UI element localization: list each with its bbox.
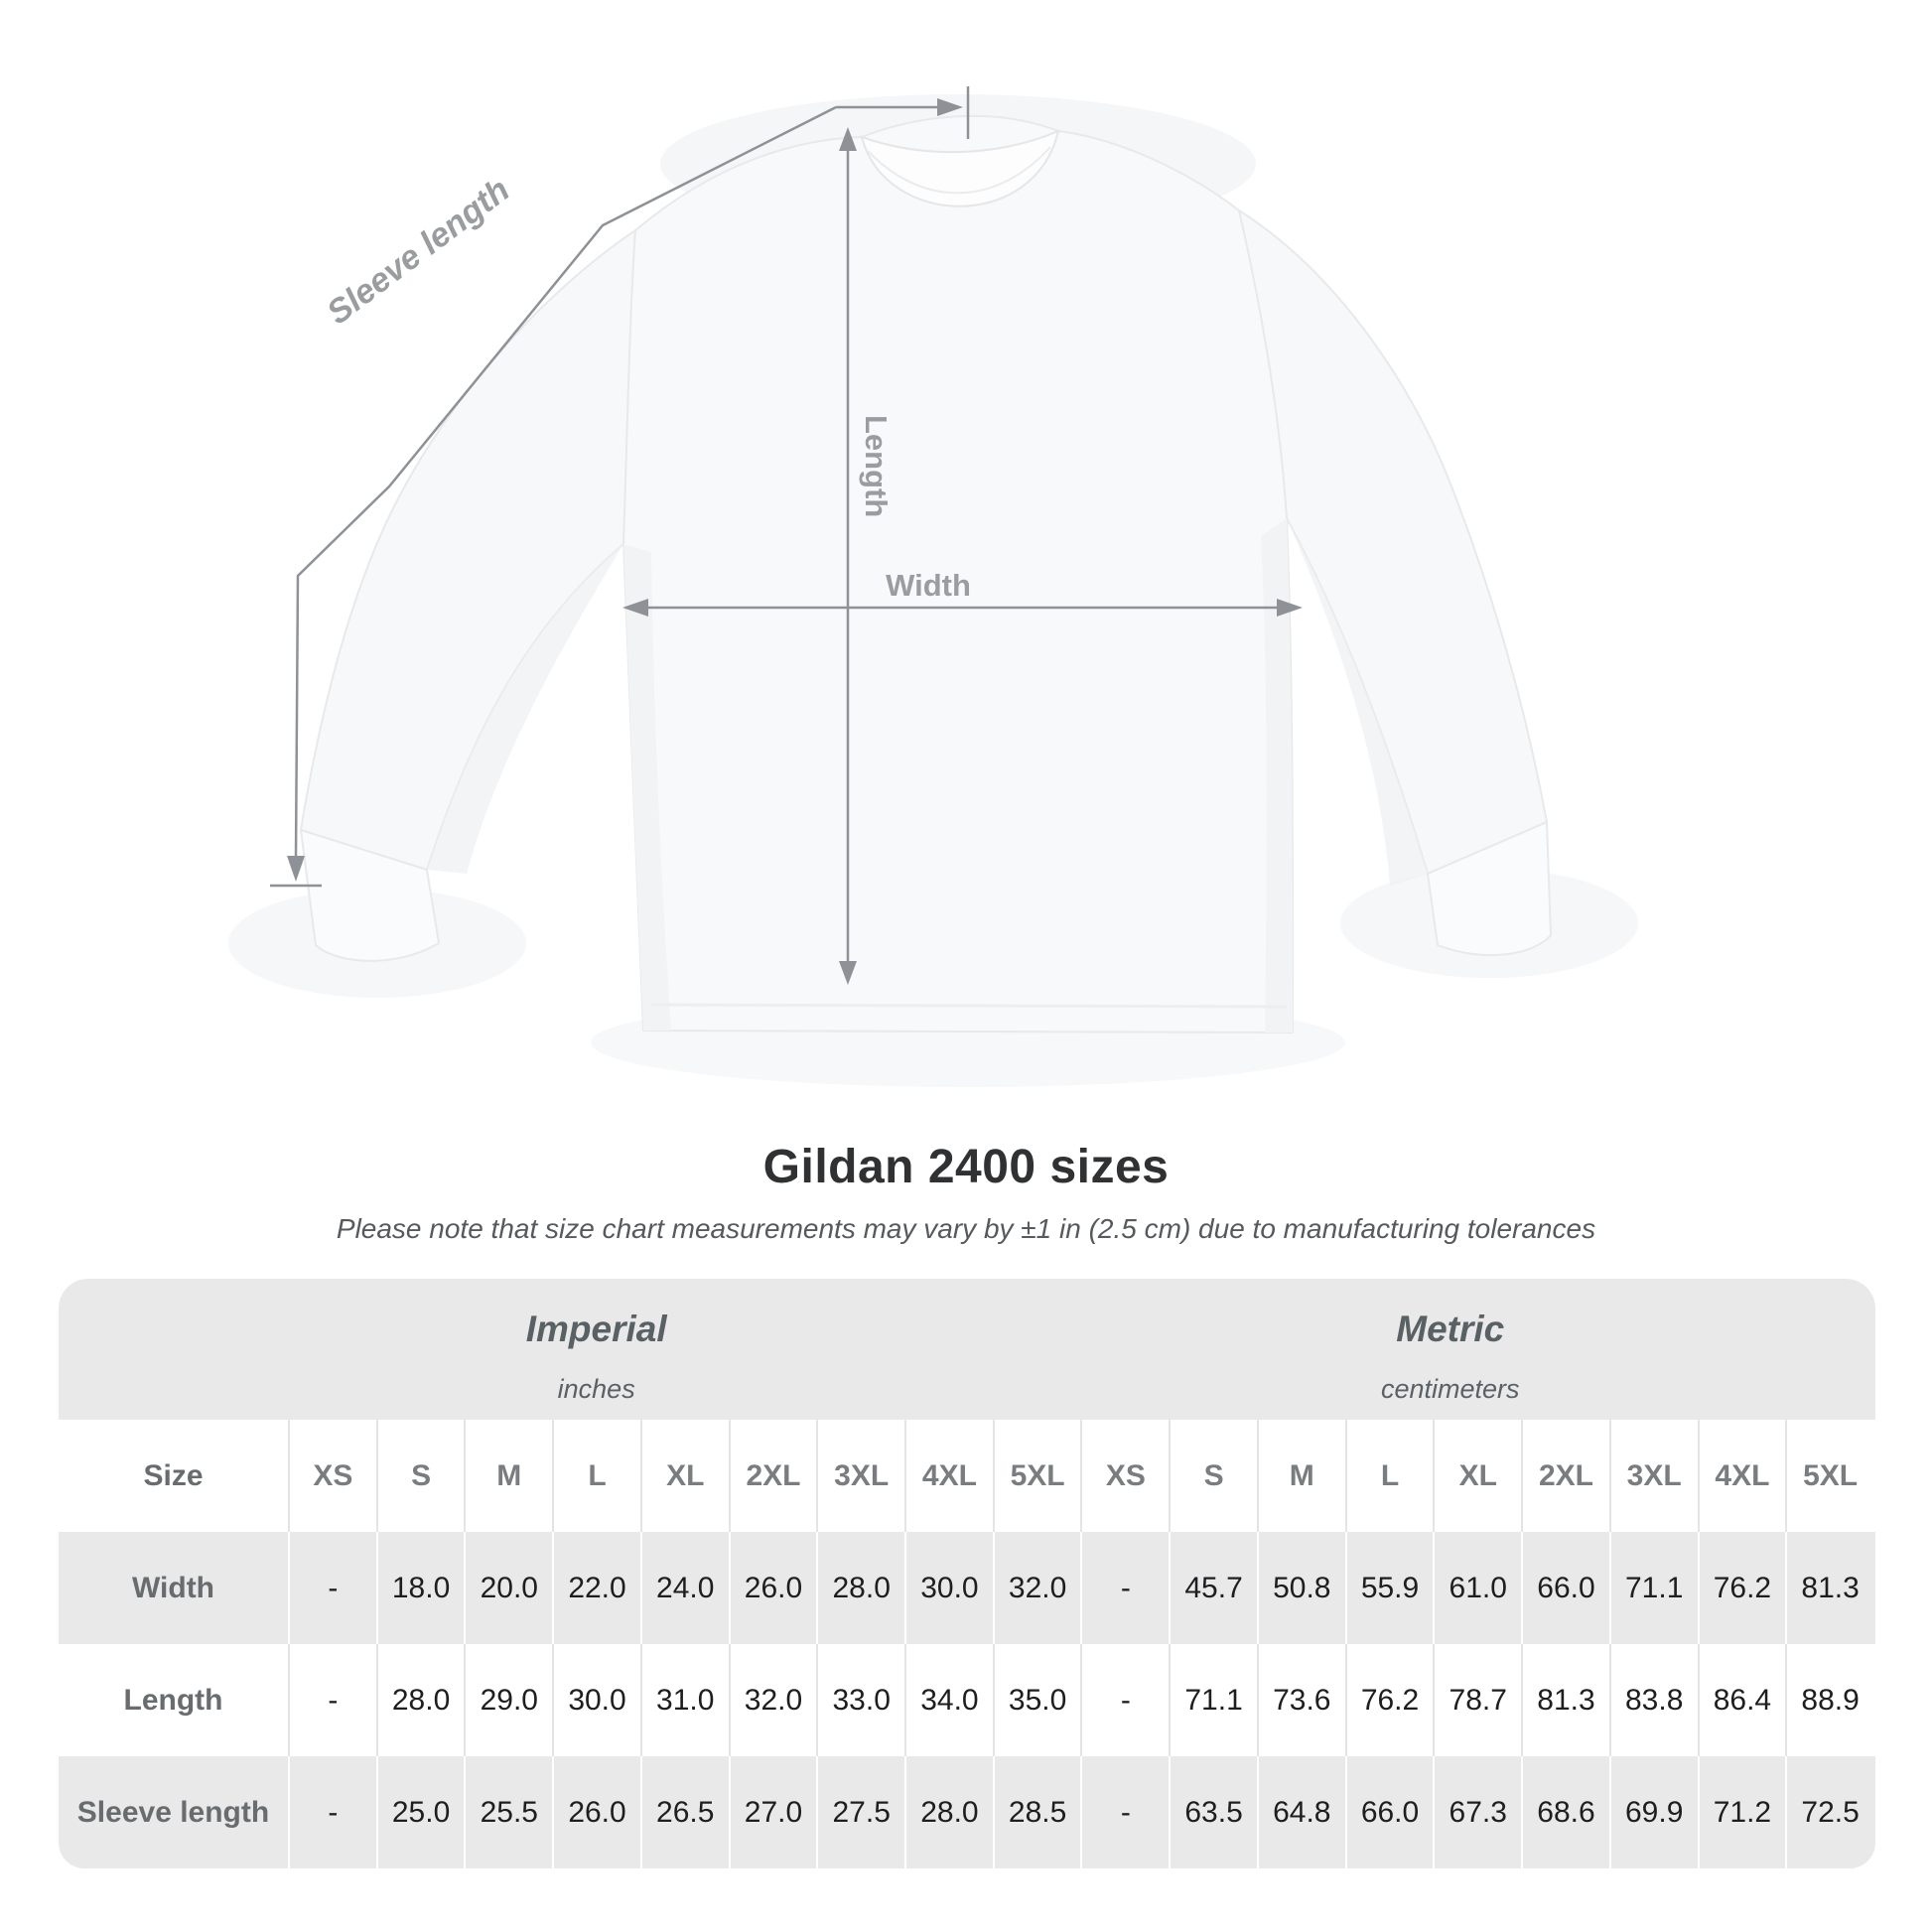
measurement-cell-metric: - bbox=[1082, 1532, 1171, 1644]
row-label: Length bbox=[59, 1644, 290, 1756]
measurement-cell-metric: 66.0 bbox=[1523, 1532, 1611, 1644]
measurement-cell-metric: 78.7 bbox=[1435, 1644, 1523, 1756]
measurement-cell-imperial: 26.0 bbox=[554, 1756, 642, 1868]
measurement-cell-metric: 81.3 bbox=[1523, 1644, 1611, 1756]
measurement-cell-imperial: 22.0 bbox=[554, 1532, 642, 1644]
measurement-cell-metric: 61.0 bbox=[1435, 1532, 1523, 1644]
measurement-cell-metric: 45.7 bbox=[1171, 1532, 1259, 1644]
measurement-cell-imperial: 28.5 bbox=[995, 1756, 1083, 1868]
row-label: Width bbox=[59, 1532, 290, 1644]
measurement-cell-imperial: 25.5 bbox=[466, 1756, 554, 1868]
imperial-section-header bbox=[233, 1279, 960, 1420]
metric-section-header bbox=[1087, 1279, 1814, 1420]
measurement-cell-imperial: 29.0 bbox=[466, 1644, 554, 1756]
measurement-cell-imperial: 24.0 bbox=[642, 1532, 731, 1644]
measurement-cell-imperial: 20.0 bbox=[466, 1532, 554, 1644]
measurement-cell-metric: - bbox=[1082, 1644, 1171, 1756]
measurement-cell-imperial: 30.0 bbox=[906, 1532, 995, 1644]
size-column-header-metric: 5XL bbox=[1787, 1420, 1875, 1532]
measurement-cell-metric: 64.8 bbox=[1259, 1756, 1347, 1868]
size-column-header-imperial: 4XL bbox=[906, 1420, 995, 1532]
measurement-cell-metric: 81.3 bbox=[1787, 1532, 1875, 1644]
measurement-cell-metric: 63.5 bbox=[1171, 1756, 1259, 1868]
measurement-cell-imperial: 28.0 bbox=[378, 1644, 467, 1756]
measurement-cell-imperial: 28.0 bbox=[818, 1532, 906, 1644]
measurement-cell-imperial: 18.0 bbox=[378, 1532, 467, 1644]
shirt-left-sleeve bbox=[301, 230, 635, 961]
size-column-header-imperial: L bbox=[554, 1420, 642, 1532]
size-column-header-imperial: XL bbox=[642, 1420, 731, 1532]
measurement-cell-imperial: 31.0 bbox=[642, 1644, 731, 1756]
size-column-header-metric: XL bbox=[1435, 1420, 1523, 1532]
measurement-cell-imperial: 27.5 bbox=[818, 1756, 906, 1868]
measurement-cell-metric: 55.9 bbox=[1347, 1532, 1436, 1644]
measurement-cell-metric: 50.8 bbox=[1259, 1532, 1347, 1644]
measurement-cell-imperial: 25.0 bbox=[378, 1756, 467, 1868]
measurement-cell-metric: 86.4 bbox=[1700, 1644, 1788, 1756]
measurement-cell-metric: 71.1 bbox=[1171, 1644, 1259, 1756]
size-column-header-metric: 3XL bbox=[1611, 1420, 1700, 1532]
measurement-cell-metric: 66.0 bbox=[1347, 1756, 1436, 1868]
size-column-header-imperial: 2XL bbox=[731, 1420, 819, 1532]
measurement-cell-metric: 88.9 bbox=[1787, 1644, 1875, 1756]
metric-unit: centimeters bbox=[1380, 1374, 1520, 1404]
measurement-cell-metric: - bbox=[1082, 1756, 1171, 1868]
unit-header-band bbox=[59, 1279, 1875, 1420]
size-column-header-metric: S bbox=[1171, 1420, 1259, 1532]
size-header-label: Size bbox=[59, 1420, 290, 1532]
measurement-cell-metric: 83.8 bbox=[1611, 1644, 1700, 1756]
measurement-cell-imperial: 32.0 bbox=[731, 1644, 819, 1756]
measurement-cell-metric: 68.6 bbox=[1523, 1756, 1611, 1868]
measurement-cell-imperial: 26.0 bbox=[731, 1532, 819, 1644]
measurement-cell-metric: 71.2 bbox=[1700, 1756, 1788, 1868]
measurement-cell-imperial: 30.0 bbox=[554, 1644, 642, 1756]
measurement-cell-metric: 67.3 bbox=[1435, 1756, 1523, 1868]
sleeve-arrow-down bbox=[287, 856, 305, 882]
size-column-header-imperial: 5XL bbox=[995, 1420, 1083, 1532]
size-column-header-imperial: M bbox=[466, 1420, 554, 1532]
measurement-cell-metric: 76.2 bbox=[1700, 1532, 1788, 1644]
measurement-cell-imperial: 26.5 bbox=[642, 1756, 731, 1868]
size-column-header-metric: M bbox=[1259, 1420, 1347, 1532]
imperial-title: Imperial bbox=[525, 1309, 667, 1349]
measurement-cell-imperial: - bbox=[290, 1756, 378, 1868]
measurement-cell-imperial: 27.0 bbox=[731, 1756, 819, 1868]
row-label: Sleeve length bbox=[59, 1756, 290, 1868]
size-column-header-metric: L bbox=[1347, 1420, 1436, 1532]
measurement-cell-metric: 72.5 bbox=[1787, 1756, 1875, 1868]
measurement-cell-metric: 69.9 bbox=[1611, 1756, 1700, 1868]
measurement-cell-imperial: - bbox=[290, 1644, 378, 1756]
size-column-header-imperial: 3XL bbox=[818, 1420, 906, 1532]
measurement-cell-metric: 76.2 bbox=[1347, 1644, 1436, 1756]
size-table bbox=[59, 1279, 1875, 1868]
size-grid bbox=[59, 1420, 1875, 1868]
width-label: Width bbox=[886, 568, 971, 603]
imperial-unit: inches bbox=[557, 1374, 635, 1404]
metric-title: Metric bbox=[1396, 1309, 1505, 1349]
measurement-cell-imperial: 33.0 bbox=[818, 1644, 906, 1756]
measurement-cell-imperial: 32.0 bbox=[995, 1532, 1083, 1644]
size-column-header-imperial: XS bbox=[290, 1420, 378, 1532]
measurement-cell-metric: 71.1 bbox=[1611, 1532, 1700, 1644]
shirt-hem-seam bbox=[651, 1005, 1287, 1007]
page-title: Gildan 2400 sizes bbox=[762, 1141, 1170, 1193]
size-column-header-imperial: S bbox=[378, 1420, 467, 1532]
measurement-cell-imperial: 35.0 bbox=[995, 1644, 1083, 1756]
page-subtitle: Please note that size chart measurements may vary by ±1 in (2.5 cm) due to manufacturing tolerances bbox=[336, 1213, 1596, 1244]
sleeve-length-label: Sleeve length bbox=[320, 171, 517, 333]
measurement-cell-imperial: 34.0 bbox=[906, 1644, 995, 1756]
measurement-cell-imperial: 28.0 bbox=[906, 1756, 995, 1868]
size-column-header-metric: XS bbox=[1082, 1420, 1171, 1532]
size-column-header-metric: 2XL bbox=[1523, 1420, 1611, 1532]
length-label: Length bbox=[859, 415, 894, 518]
size-column-header-metric: 4XL bbox=[1700, 1420, 1788, 1532]
measurement-cell-imperial: - bbox=[290, 1532, 378, 1644]
measurement-cell-metric: 73.6 bbox=[1259, 1644, 1347, 1756]
